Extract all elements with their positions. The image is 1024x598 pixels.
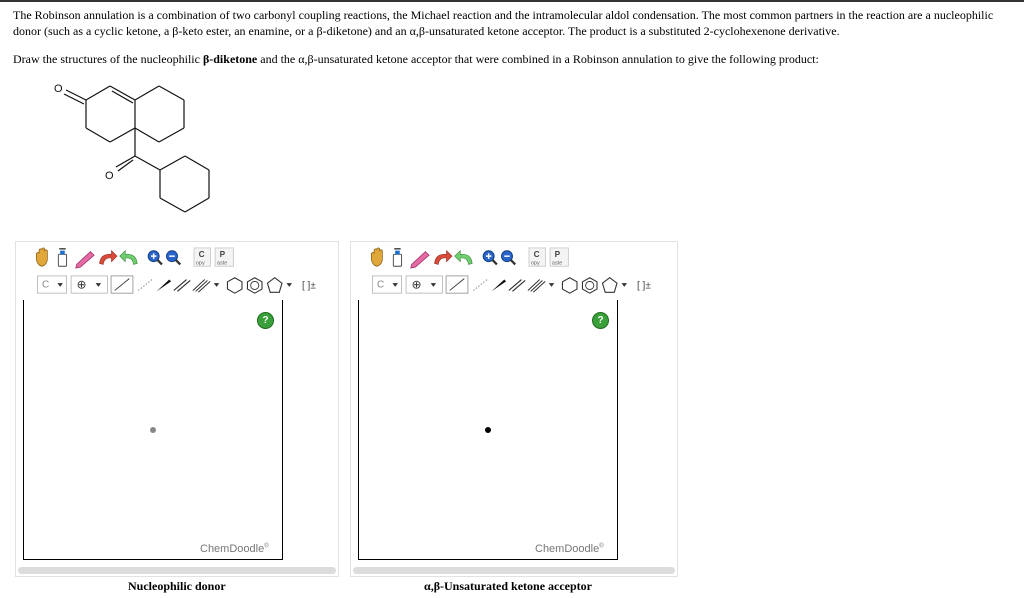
chemdoodle-brand (535, 543, 604, 555)
charge-plus-icon: ⊕ (76, 277, 87, 292)
pencil-icon[interactable] (411, 252, 429, 269)
toolbar-top (359, 247, 589, 269)
pencil-icon[interactable] (76, 252, 94, 269)
chemdoodle-brand-text: ChemDoodle (535, 543, 600, 555)
help-button[interactable]: ? (592, 312, 609, 329)
chemdoodle-brand-mark: ® (264, 543, 269, 550)
charge-plus-icon: ⊕ (411, 277, 422, 292)
toolbar-bottom (22, 275, 342, 295)
triple-bond-icon[interactable] (528, 280, 545, 293)
benzene-icon[interactable] (582, 278, 597, 293)
oxygen-label-2: O (105, 170, 114, 182)
paste-label-bottom: aste (216, 260, 228, 267)
cyclohexane-icon[interactable] (562, 278, 577, 293)
bracket-charge-button[interactable]: [ ]± (637, 280, 651, 292)
cyclopentane-icon[interactable] (602, 278, 617, 293)
drawing-canvas[interactable] (358, 300, 618, 560)
horizontal-scrollbar[interactable] (18, 567, 336, 574)
dropdown-arrow-icon[interactable] (214, 283, 219, 287)
paste-label-top: P (554, 250, 561, 260)
erase-icon[interactable] (393, 249, 401, 266)
caption-nucleophilic-donor: Nucleophilic donor (128, 579, 226, 593)
redo-icon[interactable] (120, 251, 137, 265)
dropdown-arrow-icon[interactable] (549, 283, 554, 287)
chemdoodle-brand (200, 543, 269, 555)
wedge-bond-icon[interactable] (157, 280, 172, 292)
horizontal-scrollbar[interactable] (353, 567, 675, 574)
bracket-charge-button[interactable]: [ ]± (302, 280, 316, 292)
dropdown-arrow-icon[interactable] (287, 283, 292, 287)
benzene-icon[interactable] (247, 278, 262, 293)
chemdoodle-brand-text: ChemDoodle (200, 543, 265, 555)
paste-label-top: P (219, 250, 226, 260)
oxygen-label-1: O (54, 83, 63, 95)
hand-icon[interactable] (371, 248, 382, 266)
canvas-atom-dot (485, 427, 491, 433)
sketcher-panel-acceptor (350, 241, 678, 577)
erase-icon[interactable] (58, 249, 66, 266)
prompt-text-after: and the α,β-unsaturated ketone acceptor that were combined in a Robinson annulation to give the following product: (257, 52, 819, 66)
hand-icon[interactable] (36, 248, 47, 266)
prompt-bold-term: β-diketone (202, 52, 258, 66)
triple-bond-icon[interactable] (193, 280, 210, 293)
undo-icon[interactable] (100, 251, 117, 265)
help-button[interactable]: ? (257, 312, 274, 329)
zoom-in-icon[interactable] (483, 251, 497, 265)
zoom-in-icon[interactable] (148, 251, 162, 265)
element-value: C (377, 279, 385, 291)
dashed-bond-icon[interactable] (473, 280, 487, 291)
product-structure (48, 80, 218, 220)
zoom-out-icon[interactable] (167, 251, 181, 265)
sketcher-panel-donor (15, 241, 339, 577)
copy-label-bottom: opy (530, 260, 540, 267)
caption-ketone-acceptor: α,β-Unsaturated ketone acceptor (424, 579, 592, 593)
double-bond-icon[interactable] (174, 280, 190, 292)
dashed-bond-icon[interactable] (138, 280, 152, 291)
cyclohexane-icon[interactable] (227, 278, 242, 293)
copy-label-top: C (198, 250, 205, 260)
canvas-atom-dot (150, 427, 156, 433)
copy-label-bottom: opy (195, 260, 205, 267)
prompt-text-before: Draw the structures of the nucleophilic (13, 52, 203, 66)
paste-label-bottom: aste (551, 260, 563, 267)
drawing-canvas[interactable] (23, 300, 283, 560)
double-bond-icon[interactable] (509, 280, 525, 292)
question-prompt (13, 51, 1013, 67)
redo-icon[interactable] (455, 251, 472, 265)
dropdown-arrow-icon[interactable] (622, 283, 627, 287)
copy-label-top: C (533, 250, 540, 260)
chemdoodle-brand-mark: ® (599, 543, 604, 550)
question-intro: The Robinson annulation is a combination of two carbonyl coupling reactions, the Michael reaction and the intramolecular aldol condensation. The most common partners in the reaction are a nucleophilic donor (such as a cyclic ketone, a β-keto ester, an enamine, or a β-diketone) and an α,β-unsaturated ketone acceptor. The product is a substituted 2-cyclohexenone derivative. (13, 8, 994, 38)
toolbar-top (24, 247, 254, 269)
cyclopentane-icon[interactable] (267, 278, 282, 293)
zoom-out-icon[interactable] (502, 251, 516, 265)
undo-icon[interactable] (435, 251, 452, 265)
wedge-bond-icon[interactable] (492, 280, 507, 292)
toolbar-bottom (357, 275, 677, 295)
top-divider (0, 0, 1024, 2)
element-value: C (42, 279, 50, 291)
